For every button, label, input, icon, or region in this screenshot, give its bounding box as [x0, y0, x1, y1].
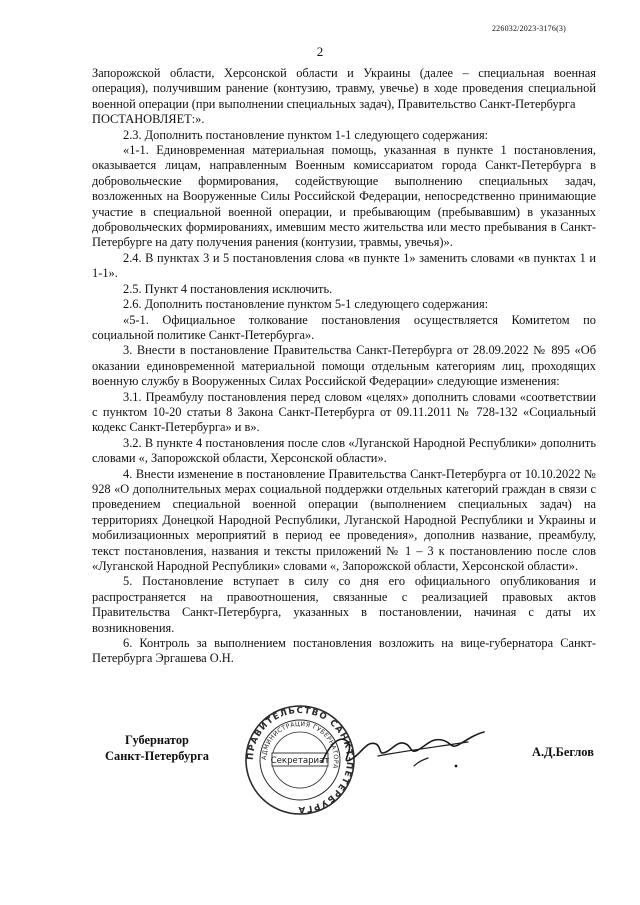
page-number: 2	[316, 44, 324, 59]
paragraph: 3. Внести в постановление Правительства Санкт-Петербурга от 28.09.2022 № 895 «Об оказании единовременной материальной помощи отдельным категориям лиц, проходящих военную службу в Вооруженных Силах Российской Федерации» следующие изменения:	[92, 343, 596, 389]
paragraph: 2.5. Пункт 4 постановления исключить.	[123, 281, 333, 296]
signatory-position-line: Губернатор	[125, 733, 189, 747]
paragraph: 2.3. Дополнить постановление пунктом 1-1 следующего содержания:	[123, 127, 489, 142]
signatory-position	[92, 732, 222, 764]
document-number: 226032/2023-3176(3)	[491, 24, 566, 33]
paragraph: «1-1. Единовременная материальная помощь, указанная в пункте 1 постановления, оказывается лицам, направленным Военным комиссариатом города Санкт-Петербурга в добровольческие формирования, содействующие выполнению специальных задач, возложенных на Вооруженные Силы Российской Федерации, непосредственно принимающие участие в специальной военной операции, и пребывающим (пребывавшим) в указанных добровольческих формированиях, имевшим место жительства или место пребывания в Санкт-Петербурге на дату получения ранения (контузии, травмы, увечья)».	[92, 143, 596, 250]
seal-outer-text: ПРАВИТЕЛЬСТВО САНКТ-ПЕТЕРБУРГА	[245, 705, 355, 815]
paragraph: 6. Контроль за выполнением постановления возложить на вице-губернатора Санкт-Петербурга Эргашева О.Н.	[92, 636, 596, 666]
paragraph: Запорожской области, Херсонской области и Украины (далее – специальная военная операция), получившим ранение (контузию, травму, увечье) в ходе проведения специальной военной операции (при выполнении специальных задач), Правительство Санкт-Петербурга	[92, 66, 596, 111]
seal-inner-text: АДМИНИСТРАЦИЯ ГУБЕРНАТОРА	[260, 720, 340, 770]
handwritten-signature	[318, 722, 488, 774]
paragraph: 3.1. Преамбулу постановления перед словом «целях» дополнить словами «соответствии с пунктом 10-20 статьи 8 Закона Санкт-Петербурга от 09.11.2011 № 728-132 «Социальный кодекс Санкт-Петербурга» и в».	[92, 389, 596, 435]
paragraph: «5-1. Официальное толкование постановления осуществляется Комитетом по социальной политике Санкт-Петербурга».	[92, 312, 596, 342]
paragraph: 3.2. В пункте 4 постановления после слов «Луганской Народной Республики» дополнить словами «, Запорожской области, Херсонской области».	[92, 435, 596, 466]
paragraph: 4. Внести изменение в постановление Правительства Санкт-Петербурга от 10.10.2022 № 928 «О дополнительных мерах социальной поддержки отдельных категорий граждан в связи с проведением специальной военной операции (выполнением специальных задач) на территориях Донецкой Народной Республики, Луганской Народной Республики и Украины и мобилизационных мероприятий в период ее проведения», дополнив название, преамбулу, текст постановления, названия и тексты приложений № 1 – 3 к постановлению после слов «Луганской Народной Республики» словами «, Запорожской области, Херсонской области».	[92, 466, 596, 573]
paragraph: 2.6. Дополнить постановление пунктом 5-1 следующего содержания:	[123, 297, 489, 312]
paragraph: 5. Постановление вступает в силу со дня его официального опубликования и распространяется на правоотношения, связанные с реализацией правовых актов Правительства Санкт-Петербурга, указанных в постановлении, начиная с даты их возникновения.	[92, 574, 596, 635]
resolution-keyword: ПОСТАНОВЛЯЕТ:».	[92, 112, 205, 127]
document-body	[92, 66, 596, 667]
seal-center-text: Секретариат	[270, 756, 330, 766]
signatory-name: А.Д.Беглов	[532, 745, 594, 759]
signatory-position-line: Санкт-Петербурга	[105, 749, 209, 763]
paragraph: 2.4. В пунктах 3 и 5 постановления слова «в пункте 1» заменить словами «в пунктах 1 и 1-1».	[92, 250, 596, 281]
